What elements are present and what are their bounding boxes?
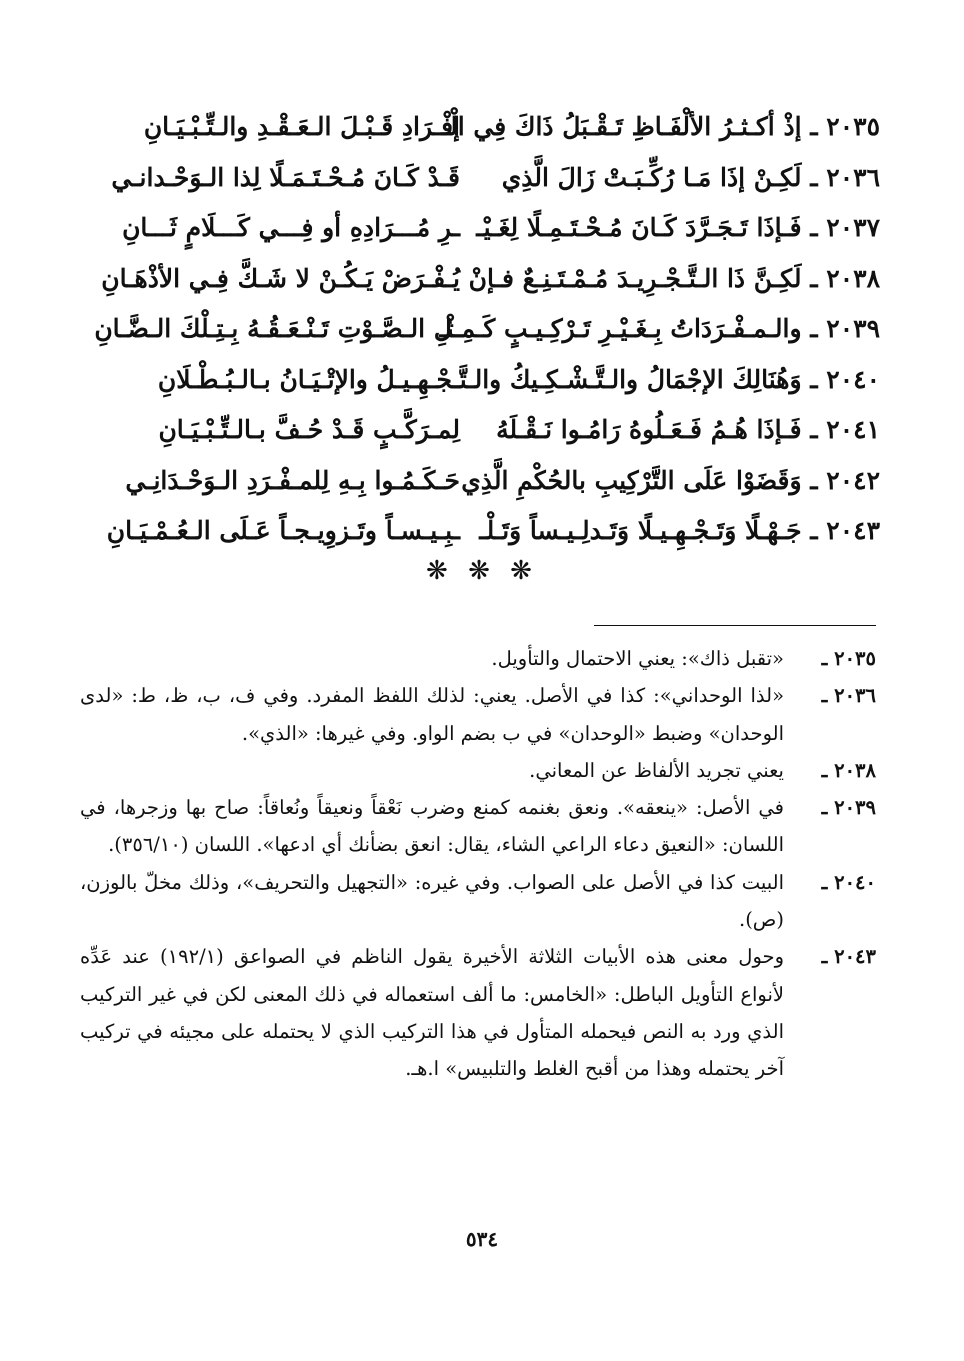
- footnote-number: ٢٠٣٦ ـ: [821, 684, 876, 708]
- footnotes: [80, 640, 876, 1088]
- verse-text: لَكِـنْ إذَا مَـا رُكِّـبَـتْ زَالَ الَّذِي: [501, 162, 802, 192]
- verse-number: ٢٠٤٠ ـ: [810, 364, 880, 394]
- verse-text: لَكِـنَّ ذَا الـتَّـجْـرِيـدَ مُـمْـتَـنِـعٌ فـإنْ: [468, 263, 802, 293]
- footnote-item: [80, 938, 876, 1087]
- verse-row: [80, 153, 880, 204]
- verse-second-hemistich: قَـدْ كَـانَ مُـحْـتَـمَـلًا لِذا الـوَحْـدانـي: [111, 162, 460, 192]
- footnote-item: [80, 864, 876, 939]
- verse-number: ٢٠٣٦ ـ: [810, 162, 880, 192]
- verse-row: [80, 304, 880, 355]
- section-separator-stars: ❋ ❋ ❋: [426, 556, 538, 586]
- verse-block: [80, 102, 880, 557]
- verse-text: إذْ أكـثـرُ الألْفَـاظِ تَـقْـبَلُ ذَاكَ فِي الْـ: [442, 112, 802, 141]
- verse-first-hemistich: [439, 304, 880, 355]
- verse-text: جَـهْـلًا وَتَـجْـهِـيـلًا وَتَـدلِـيـساً وَتَـلْـ: [479, 516, 802, 545]
- footnote-item: [80, 677, 876, 752]
- verse-second-hemistich: إفْـرَادِ قَـبْـلَ الـعَـقْـدِ والـتِّـبْـيَـانِ: [143, 112, 460, 141]
- verse-first-hemistich: [476, 203, 880, 254]
- verse-second-hemistich: لِمـرَكَّـبٍ قَـدْ حُـفَّ بـالـتِّـبْـيَـانِ: [158, 415, 460, 444]
- verse-second-hemistich: ـرِ مُـــرَادِهِ أو فِـــي كَـــلَامٍ ثَـــانِ: [122, 213, 460, 242]
- verse-first-hemistich: [495, 405, 880, 456]
- footnote-number: ٢٠٣٥ ـ: [821, 647, 876, 670]
- verse-row: [80, 456, 880, 507]
- verse-second-hemistich: ـبِـيـسـاً وتَـزوِيـجـاً عَـلَى الـعُـمْـيَـانِ: [106, 516, 460, 545]
- footnote-text: «لذا الوحداني»: كذا في الأصل. يعني: لذلك اللفظ المفرد. وفي ف، ب، ظ، ط: «لدى الوحدان» وضبط «الوحدان» في ب بضم الواو. وفي غيرها: «الذي».: [80, 684, 784, 745]
- footnote-item: [80, 752, 876, 789]
- verse-number: ٢٠٣٧ ـ: [810, 213, 880, 242]
- footnote-number: ٢٠٤٠ ـ: [821, 870, 876, 894]
- verse-text: وَهُنَالِكَ الإجْمَالُ والـتَّـشْـكِـيكُ والـتَّـ: [452, 364, 802, 394]
- footnote-number: ٢٠٣٩ ـ: [821, 796, 876, 820]
- footnote-rule: [594, 625, 876, 626]
- verse-first-hemistich: [442, 102, 880, 153]
- verse-row: [80, 254, 880, 305]
- verse-number: ٢٠٤١ ـ: [810, 415, 880, 444]
- footnote-number: ٢٠٣٨ ـ: [821, 758, 876, 782]
- verse-first-hemistich: [452, 355, 880, 406]
- verse-number: ٢٠٤٣ ـ: [810, 516, 880, 545]
- footnote-text: «تقبل ذاك»: يعني الاحتمال والتأويل.: [491, 647, 784, 670]
- verse-first-hemistich: [479, 506, 880, 557]
- footnote-text: يعني تجريد الألفاظ عن المعاني.: [529, 758, 784, 782]
- verse-row: [80, 203, 880, 254]
- verse-number: ٢٠٣٨ ـ: [810, 263, 880, 293]
- verse-row: [80, 506, 880, 557]
- verse-first-hemistich: [468, 254, 880, 305]
- footnote-text: في الأصل: «ينعقه». ونعق بغنمه كمنع وضرب نَعْقاً ونعيقاً ونُعاقاً: صاح بها وزجرها، في اللسان: «النعيق دعاء الراعي الشاء، يقال: انعق بضأنك أي ادعها». اللسان (٣٥٦/١٠).: [80, 796, 784, 857]
- verse-row: [80, 355, 880, 406]
- verse-text: فَـإذَا هُـمُ فَـعَـلُوهُ رَامُـوا نَـقْـلَهُ: [496, 415, 802, 444]
- page-number: ٥٣٤: [465, 1227, 499, 1251]
- verse-first-hemistich: [495, 153, 880, 204]
- footnote-text: البيت كذا في الأصل على الصواب. وفي غيره: «التجهيل والتحريف»، وذلك مخلّ بالوزن، (ص).: [80, 870, 784, 932]
- footnote-number: ٢٠٤٣ ـ: [821, 945, 876, 969]
- verse-text: وَقَضَوْا عَلَى التَّرْكِيبِ بالحُكْمِ الَّذِي: [461, 465, 802, 495]
- verse-first-hemistich: [461, 456, 880, 507]
- verse-text: فَـإذَا تَـجَـرَّدَ كَـانَ مُـحْـتَـمِـلًا لِغَـيْـ: [476, 213, 802, 242]
- verse-row: [80, 405, 880, 456]
- footnote-item: [80, 640, 876, 677]
- verse-row: [80, 102, 880, 153]
- verse-number: ٢٠٣٥ ـ: [810, 112, 880, 141]
- verse-second-hemistich: ـجْـهِـيـلُ والإتْـيَـانُ بـالـبُـطْـلَانِ: [157, 364, 460, 394]
- footnote-item: [80, 789, 876, 864]
- verse-second-hemistich: حَـكَـمُـوا بِـهِ لِلمـفْـرَدِ الـوَحْـدَانِـي: [125, 465, 460, 495]
- verse-second-hemistich: ـلِ الـصَّـوْتِ تَـنْـعَـقُـهُ بِـتِـلْكَ الـضَّـانِ: [94, 314, 460, 343]
- verse-number: ٢٠٣٩ ـ: [810, 314, 880, 343]
- footnote-text: وحول معنى هذه الأبيات الثلاثة الأخيرة يقول الناظم في الصواعق (١٩٢/١) عند عَدِّه لأنواع التأويل الباطل: «الخامس: ما ألف استعماله في ذلك المعنى لكن في غير التركيب الذي ورد به النص فيحمله المتأول في هذا التركيب الذي لا يحتمله على مجيئه في تركيب آخر يحتمله وهذا من أقبح الغلط والتلبيس» ا.هـ.: [80, 945, 784, 1081]
- verse-second-hemistich: يُـفْـرَضْ يَـكُـنْ لا شَـكَّ فِـي الأذْهَـانِ: [101, 263, 460, 293]
- verse-text: والـمـفْـرَدَاتُ بِـغَـيْـرِ تَـرْكِـيـبٍ كَـمِـثْـ: [439, 314, 802, 343]
- verse-number: ٢٠٤٢ ـ: [810, 465, 880, 495]
